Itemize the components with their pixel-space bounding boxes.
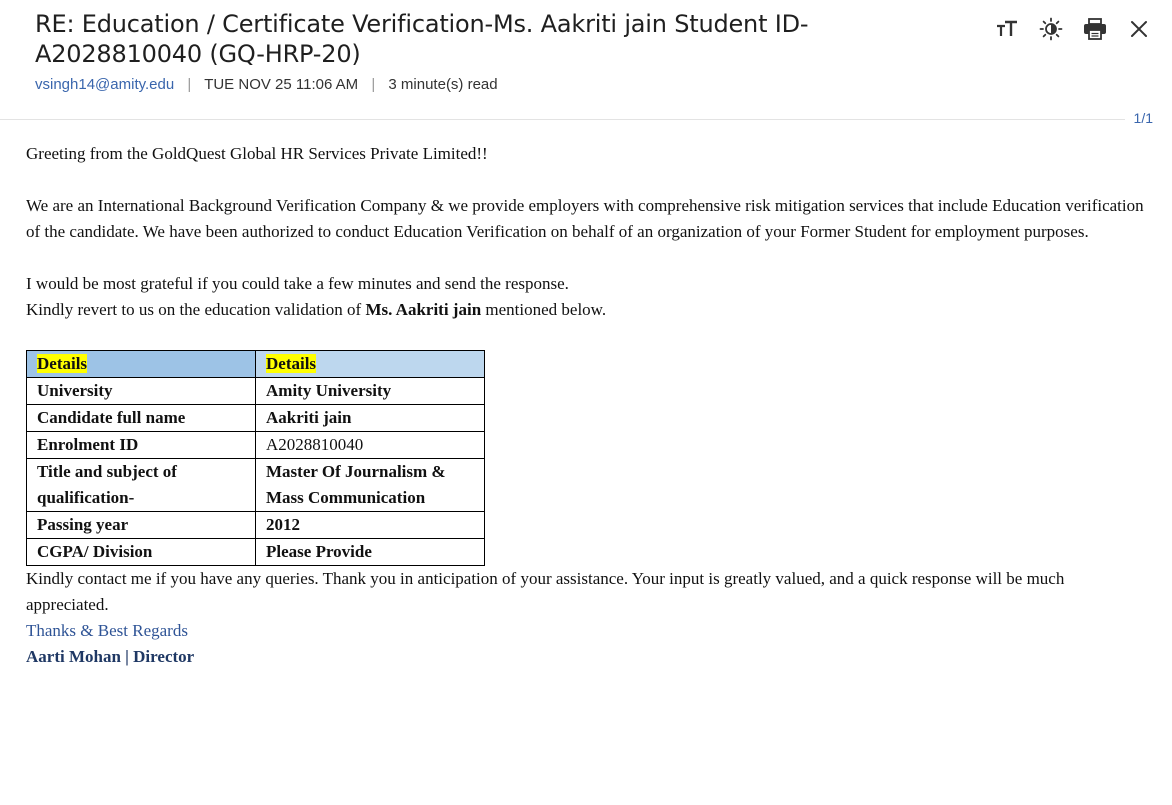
close-button[interactable] <box>1124 16 1154 42</box>
closing-paragraph: Kindly contact me if you have any queries. Thank you in anticipation of your assistance. Your input is greatly valued, and a quick response will be much appreciated. <box>26 569 1065 614</box>
read-time: 3 minute(s) read <box>388 76 498 93</box>
request-line: I would be most grateful if you could take a few minutes and send the response. <box>26 274 569 293</box>
theme-toggle-button[interactable] <box>1036 16 1066 42</box>
table-row <box>27 459 485 512</box>
meta-separator: | <box>371 76 376 93</box>
candidate-name: Ms. Aakriti jain <box>365 300 482 319</box>
regards-line: Thanks & Best Regards <box>26 621 188 640</box>
header-label: Details <box>37 354 88 373</box>
header-divider <box>0 119 1125 120</box>
table-header-cell <box>27 351 256 378</box>
page-indicator: 1/1 <box>1130 110 1153 126</box>
field-value: Master Of Journalism & Mass Communication <box>256 459 485 512</box>
field-value: Please Provide <box>256 539 485 566</box>
table-row <box>27 378 485 405</box>
email-toolbar <box>992 16 1154 42</box>
table-row <box>27 512 485 539</box>
field-label: Passing year <box>27 512 256 539</box>
field-label: University <box>27 378 256 405</box>
table-row <box>27 405 485 432</box>
print-button[interactable] <box>1080 16 1110 42</box>
table-header-cell <box>256 351 485 378</box>
details-table <box>26 350 485 566</box>
request-prefix: Kindly revert to us on the education validation of <box>26 300 366 319</box>
text-size-button[interactable] <box>992 16 1022 42</box>
signer-line: Aarti Mohan | Director <box>26 647 195 666</box>
close-icon <box>1129 19 1149 39</box>
field-label: Candidate full name <box>27 405 256 432</box>
print-icon <box>1083 18 1107 40</box>
field-value: Amity University <box>256 378 485 405</box>
email-date: TUE NOV 25 11:06 AM <box>204 76 359 93</box>
meta-separator: | <box>187 76 192 93</box>
field-label: Title and subject of qualification- <box>27 459 256 512</box>
email-subject: RE: Education / Certificate Verification-Ms. Aakriti jain Student ID-A2028810040 (GQ-HRP-20) <box>35 10 809 68</box>
field-label: Enrolment ID <box>27 432 256 459</box>
table-row <box>27 539 485 566</box>
field-value: A2028810040 <box>256 432 485 459</box>
theme-icon <box>1039 17 1063 41</box>
email-body <box>26 141 1151 670</box>
field-label: CGPA/ Division <box>27 539 256 566</box>
email-meta <box>35 76 498 93</box>
email-header <box>0 0 1172 119</box>
greeting-paragraph: Greeting from the GoldQuest Global HR Services Private Limited!! <box>26 144 488 163</box>
text-size-icon <box>996 19 1018 39</box>
sender-email-link[interactable]: vsingh14@amity.edu <box>35 76 175 93</box>
field-value: Aakriti jain <box>256 405 485 432</box>
table-row <box>27 432 485 459</box>
header-label: Details <box>266 354 317 373</box>
request-line-2 <box>26 297 1151 323</box>
field-value: 2012 <box>256 512 485 539</box>
intro-paragraph: We are an International Background Verification Company & we provide employers with comprehensive risk mitigation services that include Education verification of the candidate. We have been authorized to conduct Education Verification on behalf of an organization of your Former Student for employment purposes. <box>26 196 1144 241</box>
request-suffix: mentioned below. <box>481 300 607 319</box>
table-header-row <box>27 351 485 378</box>
